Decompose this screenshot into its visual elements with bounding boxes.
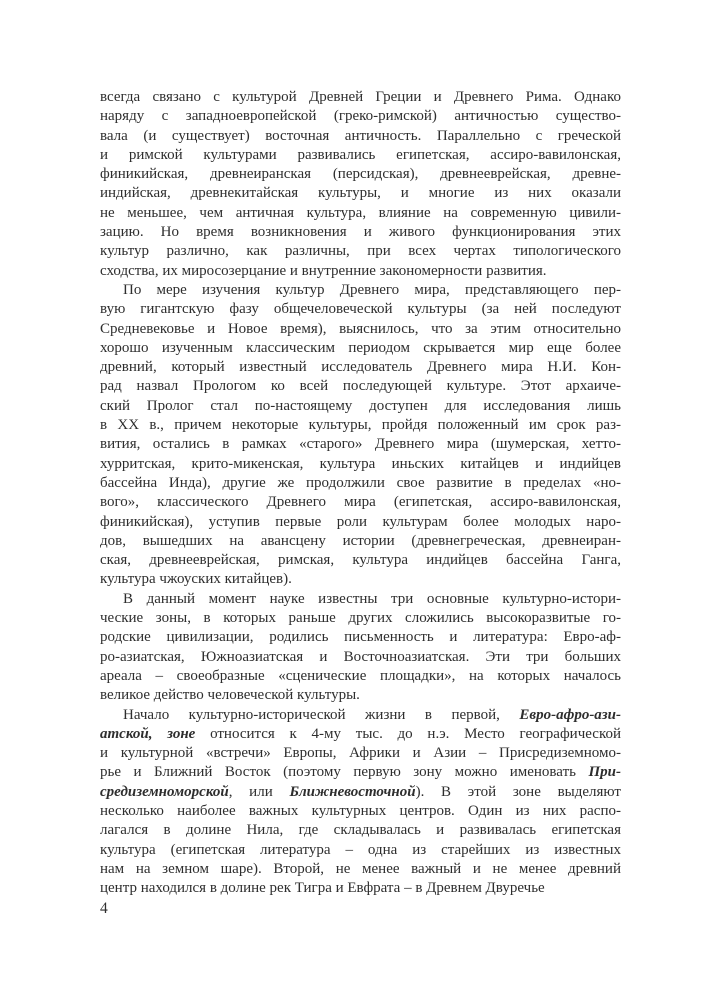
text-line: По мере изучения культур Древнего мира, представляющего пер-: [123, 281, 621, 298]
text-segment: атской, зоне: [100, 725, 196, 742]
text-line: хурритская, крито-микенская, культура иньских китайцев и индийцев: [100, 455, 621, 472]
text-segment: культура (египетская литература – одна из старейших из известных: [100, 841, 621, 858]
text-line: дов, вышедших на авансцену истории (древнегреческая, древнеиран-: [100, 532, 621, 549]
paragraph-4: [100, 706, 621, 899]
text-line: [100, 841, 621, 860]
text-segment: несколько наиболее важных культурных центров. Один из них распо-: [100, 802, 621, 819]
text-segment: рье и Ближний Восток (поэтому первую зону можно именовать: [100, 764, 589, 781]
text-line: родские цивилизации, родились письменность и литература: Евро-аф-: [100, 629, 621, 646]
text-line: [100, 706, 621, 725]
text-line: Средневековье и Новое время), выяснилось, что за этим относительно: [100, 320, 621, 337]
page-number: 4: [100, 900, 108, 917]
text-line: древний, который известный исследователь Древнего мира Н.И. Кон-: [100, 359, 621, 376]
text-segment: лагался в долине Нила, где складывалась и развивалась египетская: [100, 822, 621, 839]
paragraph-1: [100, 88, 621, 281]
text-line: и римской культурами развивались египетская, ассиро-вавилонская,: [100, 146, 621, 163]
text-segment: относится к 4-му тыс. до н.э. Место географической: [195, 725, 621, 742]
text-line: вития, остались в рамках «старого» Древнего мира (шумерская, хетто-: [100, 436, 621, 453]
paragraph-2: [100, 281, 621, 590]
text-line: [100, 821, 621, 840]
text-line: хорошо изученным классическим периодом скрывается мир еще более: [100, 339, 621, 356]
text-line: культура чжоуских китайцев).: [100, 571, 292, 588]
text-segment: Ближневосточной: [289, 783, 416, 800]
text-line: финикийская), уступив первые роли культурам более молодых наро-: [100, 513, 621, 530]
text-line: ческие зоны, в которых раньше других сложились высокоразвитые го-: [100, 610, 621, 627]
text-line: В данный момент науке известны три основные культурно-истори-: [123, 590, 621, 607]
text-line: бассейна Инда), другие же продолжили свое развитие в пределах «но-: [100, 474, 621, 491]
text-line: [100, 763, 621, 782]
text-segment: При-: [588, 764, 621, 781]
text-line: наряду с западноевропейской (греко-римской) античностью существо-: [100, 108, 621, 125]
text-line: ский Пролог стал по-настоящему доступен для исследования лишь: [100, 397, 621, 414]
text-line: рад назвал Прологом ко всей последующей культуре. Этот архаиче-: [100, 378, 621, 395]
text-line: [100, 802, 621, 821]
text-segment: центр находился в долине рек Тигра и Евфрата – в Древнем Двуречье: [100, 880, 545, 897]
text-line: [100, 744, 621, 763]
text-segment: ). В этой зоне выделяют: [415, 783, 621, 800]
text-line: [100, 783, 621, 802]
text-segment: Начало культурно-исторической жизни в первой,: [123, 706, 520, 723]
text-line: великое действо человеческой культуры.: [100, 687, 360, 704]
text-line: ро-азиатская, Южноазиатская и Восточноазиатская. Эти три больших: [100, 648, 621, 665]
text-line: вала (и существует) восточная античность. Параллельно с греческой: [100, 127, 621, 144]
text-line: не меньшее, чем античная культура, влияние на современную цивили-: [100, 204, 621, 221]
text-line: [100, 860, 621, 879]
text-segment: Евро-афро-ази-: [519, 706, 621, 723]
text-line: ареала – своеобразные «сценические площадки», на которых началось: [100, 667, 621, 684]
text-line: в XX в., причем некоторые культуры, пройдя положенный им срок раз-: [100, 417, 621, 434]
text-line: [100, 879, 621, 898]
text-segment: средиземноморской: [100, 783, 229, 800]
text-line: ская, древнееврейская, римская, культура индийцев бассейна Ганга,: [100, 552, 621, 569]
page-text-block: [100, 88, 621, 898]
text-line: зацию. Но время возникновения и живого функционирования этих: [100, 224, 621, 241]
text-segment: нам на земном шаре). Второй, не менее важный и не менее древний: [100, 860, 621, 877]
paragraph-3: [100, 590, 621, 706]
text-line: [100, 725, 621, 744]
text-line: всегда связано с культурой Древней Греции и Древнего Рима. Однако: [100, 89, 621, 105]
text-line: сходства, их миросозерцание и внутренние закономерности развития.: [100, 262, 547, 279]
text-line: финикийская, древнеиранская (персидская), древнееврейская, древне-: [100, 166, 621, 183]
text-segment: и культурной «встречи» Европы, Африки и Азии – Присредиземномо-: [100, 745, 621, 762]
text-line: культур различно, как различны, при всех чертах типологического: [100, 243, 621, 260]
text-line: индийская, древнекитайская культуры, и многие из них оказали: [100, 185, 621, 202]
text-line: вую гигантскую фазу общечеловеческой культуры (за ней последуют: [100, 301, 621, 318]
text-segment: , или: [228, 783, 290, 800]
text-line: вого», классического Древнего мира (египетская, ассиро-вавилонская,: [100, 494, 621, 511]
